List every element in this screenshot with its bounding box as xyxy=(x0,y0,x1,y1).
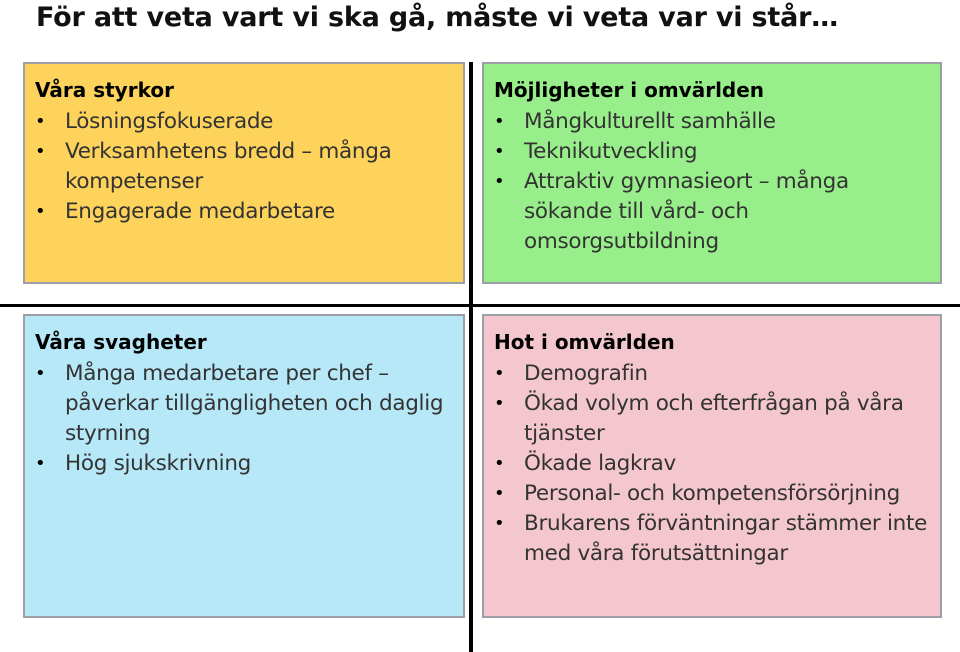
list-item: • Ökade lagkrav xyxy=(494,449,932,479)
list-item: • Lösningsfokuserade xyxy=(35,107,455,137)
list-item: • Många medarbetare per chef – påverkar tillgängligheten och daglig styrning xyxy=(35,359,455,449)
weaknesses-list xyxy=(35,359,455,479)
list-item: • Teknikutveckling xyxy=(494,137,932,167)
opportunities-heading: Möjligheter i omvärlden xyxy=(494,78,765,102)
list-item: • Demografin xyxy=(494,359,932,389)
horizontal-divider xyxy=(0,304,960,307)
list-item: • Attraktiv gymnasieort – många sökande till vård- och omsorgsutbildning xyxy=(494,167,932,257)
list-item: • Hög sjukskrivning xyxy=(35,449,455,479)
strengths-box xyxy=(23,62,465,284)
vertical-divider xyxy=(469,62,473,652)
list-item: • Ökad volym och efterfrågan på våra tjänster xyxy=(494,389,932,449)
list-item: • Personal- och kompetensförsörjning xyxy=(494,479,932,509)
list-item: • Verksamhetens bredd – många kompetenser xyxy=(35,137,455,197)
weaknesses-box xyxy=(23,314,465,618)
threats-heading: Hot i omvärlden xyxy=(494,330,675,354)
strengths-heading: Våra styrkor xyxy=(35,78,174,102)
list-item: • Brukarens förväntningar stämmer inte med våra förutsättningar xyxy=(494,509,932,569)
opportunities-list xyxy=(494,107,932,257)
threats-box xyxy=(482,314,942,618)
strengths-list xyxy=(35,107,455,227)
weaknesses-heading: Våra svagheter xyxy=(35,330,207,354)
page-title: För att veta vart vi ska gå, måste vi veta var vi står… xyxy=(36,2,839,33)
list-item: • Engagerade medarbetare xyxy=(35,197,455,227)
threats-list xyxy=(494,359,932,569)
list-item: • Mångkulturellt samhälle xyxy=(494,107,932,137)
opportunities-box xyxy=(482,62,942,284)
